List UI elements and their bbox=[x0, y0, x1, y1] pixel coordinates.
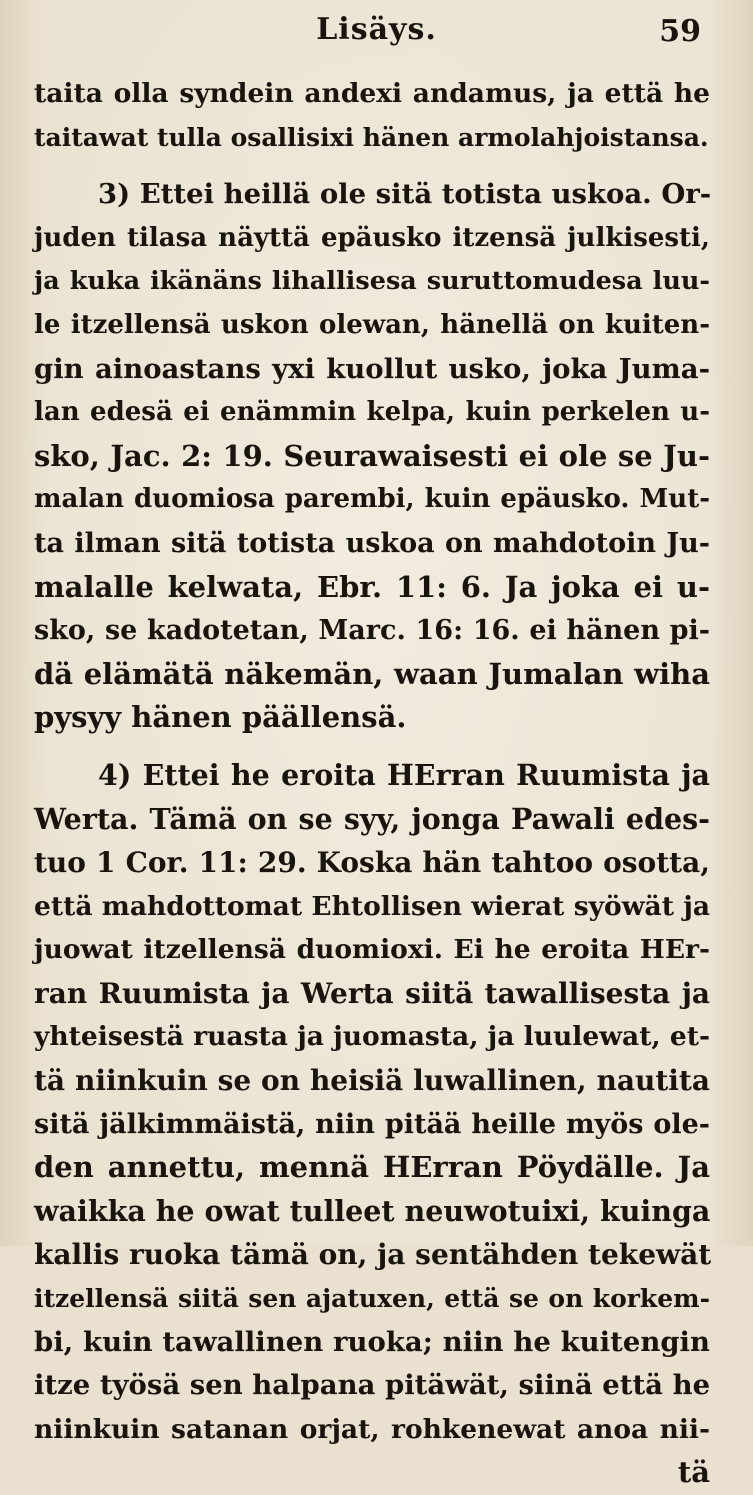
text-line: Werta. Tämä on se syy, jonga Pawali edes- bbox=[34, 801, 710, 836]
paragraph-point-4 bbox=[34, 754, 710, 1495]
running-head: Lisäys. bbox=[316, 12, 437, 47]
text-line: juden tilasa näyttä epäusko itzensä julkisesti, bbox=[34, 222, 710, 253]
text-line: juowat itzellensä duomioxi. Ei he eroita HEr- bbox=[34, 934, 710, 966]
text-line: tuo 1 Cor. 11: 29. Koska hän tahtoo osotta, bbox=[34, 846, 710, 880]
text-line: den annettu, mennä HErran Pöydälle. Ja bbox=[34, 1150, 710, 1185]
text-line: tä niinkuin se on heisiä luwallinen, nautita bbox=[34, 1064, 710, 1098]
paragraph-continuation bbox=[34, 72, 710, 159]
page-number: 59 bbox=[659, 14, 701, 49]
body-text bbox=[34, 72, 710, 1495]
page-header bbox=[0, 12, 753, 52]
text-line: sitä jälkimmäistä, niin pitää heille myös ole- bbox=[34, 1108, 710, 1140]
text-line: tä bbox=[677, 1455, 710, 1490]
text-line: pysyy hänen päällensä. bbox=[34, 700, 407, 735]
text-line: sko, Jac. 2: 19. Seurawaisesti ei ole se Ju- bbox=[34, 438, 710, 473]
text-line: kallis ruoka tämä on, ja sentähden tekewät bbox=[34, 1238, 712, 1272]
text-line: niinkuin satanan orjat, rohkenewat anoa nii- bbox=[34, 1413, 710, 1445]
text-line: ran Ruumista ja Werta siitä tawallisesta ja bbox=[34, 976, 710, 1010]
text-line: että mahdottomat Ehtollisen wierat syöwät ja bbox=[34, 890, 710, 922]
text-line: 3) Ettei heillä ole sitä totista uskoa. Or- bbox=[98, 178, 712, 211]
text-line: lan edesä ei enämmin kelpa, kuin perkelen u- bbox=[34, 397, 710, 428]
text-line: itzellensä siitä sen ajatuxen, että se on korkem- bbox=[34, 1284, 710, 1314]
text-line: 4) Ettei he eroita HErran Ruumista ja bbox=[98, 757, 710, 792]
text-line: malan duomiosa parembi, kuin epäusko. Mut- bbox=[34, 484, 710, 515]
text-line: sko, se kadotetan, Marc. 16: 16. ei hänen pi- bbox=[34, 615, 710, 647]
paragraph-point-3 bbox=[34, 173, 710, 740]
text-line: ta ilman sitä totista uskoa on mahdotoin Ju- bbox=[34, 527, 710, 559]
text-line: taitawat tulla osallisixi hänen armolahjoistansa. bbox=[34, 122, 709, 152]
text-line: taita olla syndein andexi andamus, ja että he bbox=[34, 78, 710, 109]
text-line: waikka he owat tulleet neuwotuixi, kuinga bbox=[34, 1193, 711, 1228]
text-line: ja kuka ikänäns lihallisesa suruttomudesa luu- bbox=[34, 266, 710, 297]
text-line: yhteisestä ruasta ja juomasta, ja luulewat, et- bbox=[34, 1021, 710, 1053]
text-line: le itzellensä uskon olewan, hänellä on kuiten- bbox=[34, 309, 710, 340]
text-line: malalle kelwata, Ebr. 11: 6. Ja joka ei u- bbox=[34, 569, 710, 604]
text-line: itze työsä sen halpana pitäwät, siinä että he bbox=[34, 1369, 711, 1402]
text-line: gin ainoastans yxi kuollut usko, joka Juma- bbox=[34, 352, 710, 385]
text-line: dä elämätä näkemän, waan Jumalan wiha bbox=[34, 656, 710, 691]
text-line: bi, kuin tawallinen ruoka; niin he kuitengin bbox=[34, 1325, 710, 1358]
